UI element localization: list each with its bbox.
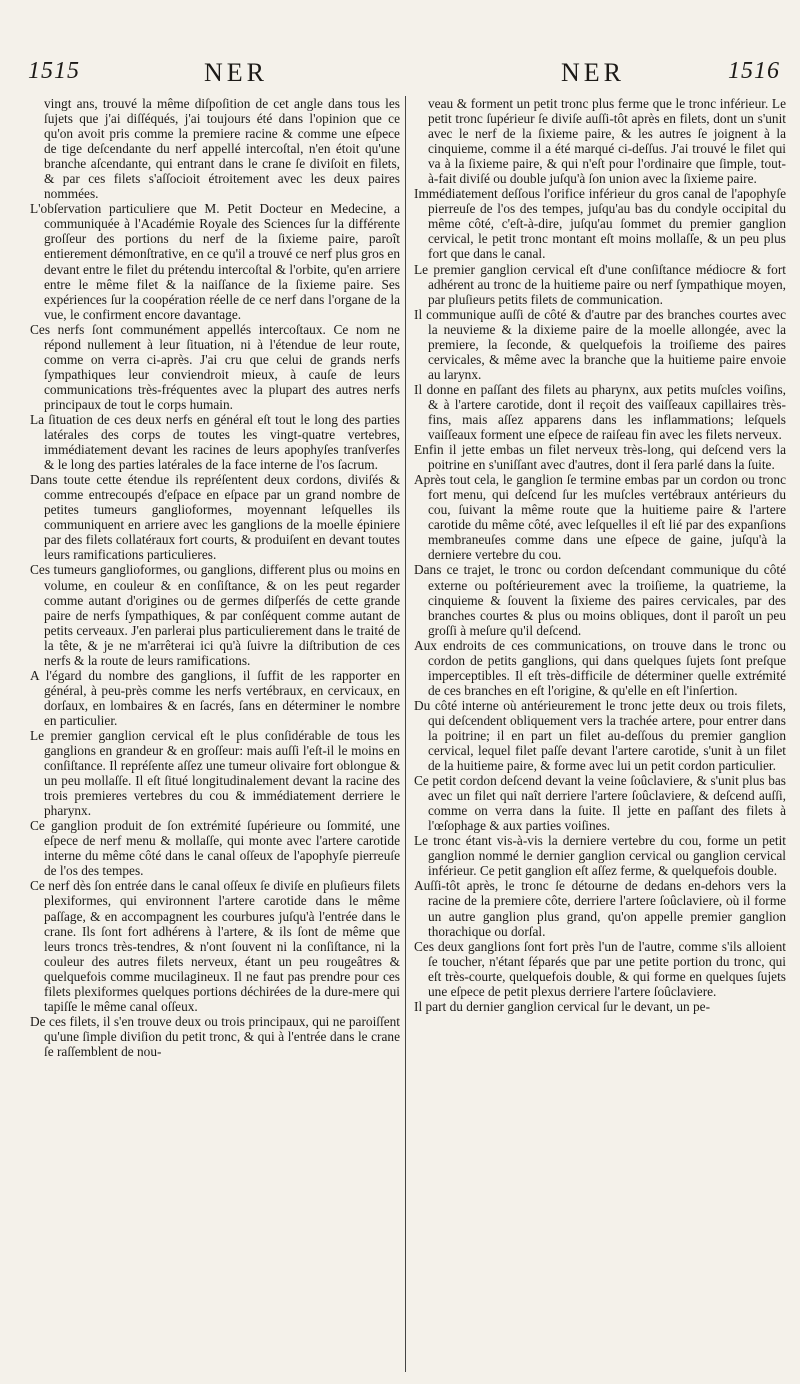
paragraph: Il part du dernier ganglion cervical ſur le devant, un pe-: [414, 998, 711, 1014]
left-column: [30, 96, 400, 1376]
paragraph: Du côté interne où antérieurement le tronc jette deux ou trois filets, qui deſcendent obliquement vers la trachée artere, pour entrer dans la poitrine; il en part un filet au-deſſous du premier ganglion cervical, lequel filet paſſe devant l'artere carotide, s'unit à un filet de la huitieme paire, & forme avec lui un petit cordon particulier.: [414, 697, 786, 774]
paragraph: Dans toute cette étendue ils repréſentent deux cordons, diviſés & comme entrecoupés d'eſpace en eſpace par un grand nombre de petites tumeurs ganglioformes, moyennant leſquelles ils communiquent en arriere avec les ganglions de la moelle épiniere par des filets collatéraux fort courts, & produiſent en devant toutes leurs ramifications particulieres.: [30, 472, 400, 563]
column-divider: [405, 96, 406, 1372]
page-number-right: 1516: [728, 58, 780, 84]
paragraph: Il communique auſſi de côté & d'autre par des branches courtes avec la neuvieme & la dixieme paire de la moelle allongée, avec la premiere, la ſeconde, & quelquefois la troiſieme des paires cervicales, & même avec la branche que la huitieme paire envoie au larynx.: [414, 306, 786, 382]
page-number-left: 1515: [28, 58, 80, 84]
running-head-left: NER: [204, 58, 268, 87]
paragraph: Après tout cela, le ganglion ſe termine embas par un cordon ou tronc fort menu, qui deſcend ſur les muſcles vertébraux antérieurs du cou, ſuivant la même route que la huitieme paire & l'artere carotide du même côté, avec leſquelles il eſt lié par des expanſions membraneuſes comme dans une eſpece de gaine, juſqu'à la derniere vertebre du cou.: [414, 472, 786, 563]
running-head-right: NER: [561, 58, 625, 87]
paragraph: vingt ans, trouvé la même diſpoſition de cet angle dans tous les ſujets que j'ai diſſéqués, j'ai toujours été dans l'opinion que ce qu'on avoit pris comme la premiere racine & comme une eſpece de tige deſcendante du nerf appellé intercoſtal, n'en étoit qu'une branche aſcendante, qui entrant dans le crane ſe diviſoit en filets, & par ces filets s'aſſocioit étroitement avec les deux paires nommées.: [44, 96, 400, 202]
right-column: [414, 96, 786, 1376]
paragraph: Enfin il jette embas un filet nerveux très-long, qui deſcend vers la poitrine en s'uniſſant avec d'autres, dont il ſera parlé dans la ſuite.: [414, 442, 786, 473]
paragraph: Il donne en paſſant des filets au pharynx, aux petits muſcles voiſins, & à l'artere carotide, dont il reçoit des vaiſſeaux capillaires très-fins, mais aſſez apparens dans les inflammations; leſquels vaiſſeaux forment une eſpece de raiſeau fin avec les filets nerveux.: [414, 381, 786, 443]
paragraph: Le tronc étant vis-à-vis la derniere vertebre du cou, forme un petit ganglion nommé le dernier ganglion cervical ou ganglion cervical inférieur. Ce petit ganglion eſt aſſez ferme, & quelquefois double.: [414, 833, 786, 879]
paragraph: A l'égard du nombre des ganglions, il ſuffit de les rapporter en général, à peu-près comme les nerfs vertébraux, en cervicaux, en dorſaux, en lombaires & en ſacrés, ſans en déterminer le nombre en particulier.: [30, 667, 400, 728]
paragraph: La ſituation de ces deux nerfs en général eſt tout le long des parties latérales des corps de toutes les vingt-quatre vertebres, immédiatement devant les racines de leurs apophyſes tranſverſes & le long des parties latérales de la face interne de l'os ſacrum.: [30, 411, 400, 473]
paragraph: Aux endroits de ces communications, on trouve dans le tronc ou cordon de petits ganglions, qui dans quelques ſujets ſont preſque imperceptibles. Il eſt très-difficile de déterminer quelle extrémité de ces branches en eſt l'origine, & qu'elle en eſt l'inſertion.: [414, 637, 786, 698]
paragraph: Ces nerfs ſont communément appellés intercoſtaux. Ce nom ne répond nullement à leur ſituation, ni à l'étendue de leur route, comme on verra ci-après. J'ai cru que celui de grands nerfs ſympathiques leur conviendroit mieux, à cauſe de leurs communications très-fréquentes avec la plupart des autres nerfs principaux de tout le corps humain.: [30, 321, 400, 412]
paragraph: Ces deux ganglions ſont fort près l'un de l'autre, comme s'ils alloient ſe toucher, n'étant ſéparés que par une petite portion du tronc, qui eſt très-courte, quelquefois double, & qui forme en quelques ſujets une eſpece de petit plexus derriere l'artere ſoûclaviere.: [414, 938, 786, 999]
paragraph: De ces filets, il s'en trouve deux ou trois principaux, qui ne paroiſſent qu'une ſimple diviſion du petit tronc, & qui à l'entrée dans le crane ſe raſſemblent de nou-: [30, 1013, 400, 1059]
paragraph: Dans ce trajet, le tronc ou cordon deſcendant communique du côté externe ou poſtérieurement avec la troiſieme, la quatrieme, la cinquieme & ſouvent la ſixieme des paires cervicales, par des branches courtes & plus ou moins obliques, dont il paroît un peu groſſi à meſure qu'il deſcend.: [414, 562, 786, 638]
paragraph: veau & forment un petit tronc plus ferme que le tronc inférieur. Le petit tronc ſupérieur ſe diviſe auſſi-tôt après en filets, dont un s'unit avec le nerf de la ſixieme paire, & les autres ſe joignent à la cinquieme, comme il a été marqué ci-deſſus. J'ai trouvé le filet qui va à la ſixieme paire, & qui n'eſt pour l'ordinaire que ſimple, tout-à-fait diviſé ou double juſqu'à ſon union avec la ſixieme paire.: [428, 96, 786, 187]
paragraph: Ce petit cordon deſcend devant la veine ſoûclaviere, & s'unit plus bas avec un filet qui naît derriere l'artere ſoûclaviere, & deſcend auſſi, comme on verra dans la ſuite. Il jette en paſſant des filets à l'œſophage & aux parties voiſines.: [414, 773, 786, 834]
paragraph: Le premier ganglion cervical eſt le plus conſidérable de tous les ganglions en grandeur & en groſſeur: mais auſſi l'eſt-il le moins en conſiſtance. Il repréſente aſſez une tumeur olivaire fort oblongue & un peu mollaſſe. Il eſt ſitué longitudinalement devant la racine des trois premieres vertebres du cou & immédiatement derriere le pharynx.: [30, 727, 400, 819]
paragraph: Ce nerf dès ſon entrée dans le canal oſſeux ſe diviſe en pluſieurs filets plexiformes, qui environnent l'artere carotide dans le même paſſage, & en accompagnent les courbures juſqu'à l'entrée dans le crane. Ils ſont fort adhérens à l'artere, & ils ſont de même que leurs troncs très-tendres, & n'ont ſouvent ni la conſiſtance, ni la couleur des autres filets nerveux, étant un peu rougeâtres & quelquefois comme mucilagineux. Il ne faut pas prendre pour ces filets plexiformes quelques portions déchirées de la dure-mere qui tapiſſe le même canal oſſeux.: [30, 878, 400, 1014]
paragraph: L'obſervation particuliere que M. Petit Docteur en Medecine, a communiquée à l'Académie Royale des Sciences ſur la différente groſſeur des portions du nerf de la ſixieme paire, paroît entierement démonſtrative, en ce qu'il a trouvé ce nerf plus gros en devant entre le filet du prétendu intercoſtal & l'orbite, qu'en arriere entre le même filet & la naiſſance de la ſixieme paire. Ses expériences ſur la coopération réelle de ce nerf dans l'organe de la vue, le confirment encore davantage.: [30, 201, 400, 322]
paragraph: Immédiatement deſſous l'orifice inférieur du gros canal de l'apophyſe pierreuſe de l'os des tempes, juſqu'au bas du condyle occipital du même côté, c'eſt-à-dire, juſqu'au ſommet du premier ganglion cervical, le petit tronc montant eſt moins mollaſſe, & un peu plus fort que dans le canal.: [414, 186, 786, 262]
paragraph: Auſſi-tôt après, le tronc ſe détourne de dedans en-dehors vers la racine de la premiere côte, derriere l'artere ſoûclaviere, où il forme un autre ganglion plus grand, qu'on appelle premier ganglion thorachique ou dorſal.: [414, 878, 786, 939]
paragraph: Le premier ganglion cervical eſt d'une conſiſtance médiocre & fort adhérent au tronc de la huitieme paire ou nerf ſympathique moyen, par pluſieurs petits filets de communication.: [414, 261, 786, 307]
paragraph: Ces tumeurs ganglioformes, ou ganglions, different plus ou moins en volume, en couleur & en conſiſtance, & on les peut regarder comme autant d'origines ou de germes diſperſés de cette grande paire de nerfs ſympathiques, & par conſéquent comme autant de petits cerveaux. J'en parlerai plus particulierement dans le traité de la tête, & je ne m'arrêterai ici qu'à ſuivre la diſtribution de ces nerfs & la route de leurs ramifications.: [30, 562, 400, 668]
page-header: [28, 58, 780, 94]
paragraph: Ce ganglion produit de ſon extrémité ſupérieure ou ſommité, une eſpece de nerf menu & mollaſſe, qui monte avec l'artere carotide interne du même côté dans le canal oſſeux de l'apophyſe pierreuſe de l'os des tempes.: [30, 818, 400, 879]
